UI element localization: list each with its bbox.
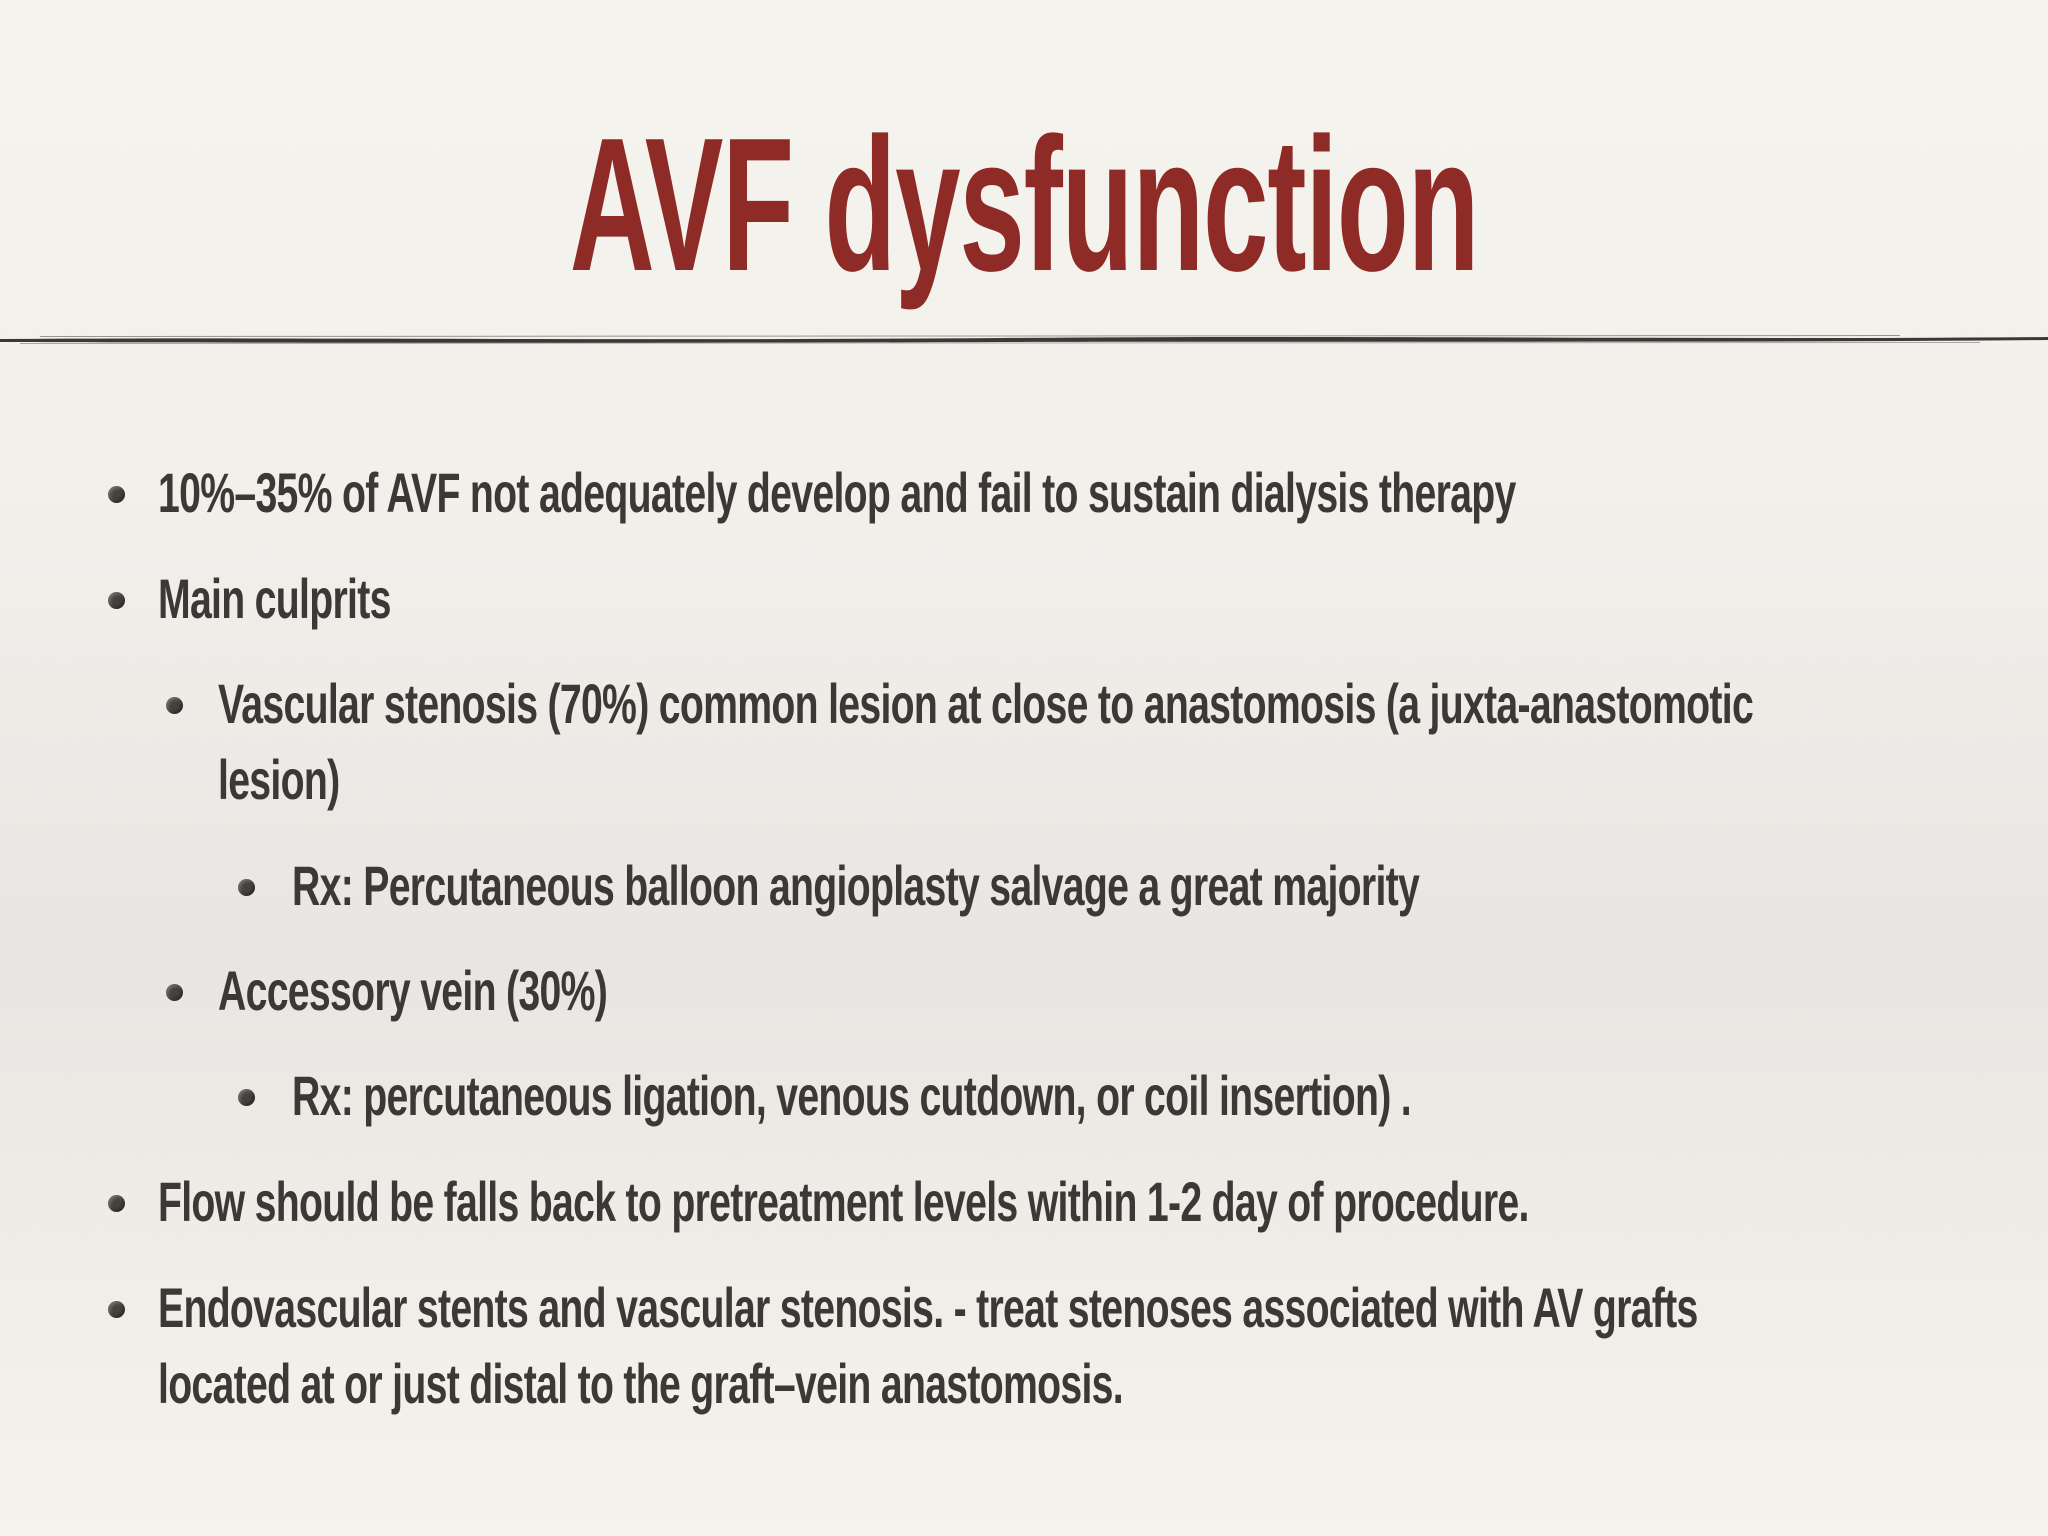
bullet-text: 10%–35% of AVF not adequately develop and fail to sustain dialysis therapy: [158, 461, 1516, 524]
bullet-text: Main culprits: [158, 567, 391, 630]
bullet-text: Rx: percutaneous ligation, venous cutdown, or coil insertion) .: [292, 1064, 1411, 1127]
bullet-text: Vascular stenosis (70%) common lesion at close to anastomosis (a juxta-anastomotic: [218, 672, 1754, 735]
bullet-text: Flow should be falls back to pretreatment levels within 1-2 day of procedure.: [158, 1170, 1529, 1233]
bullet-text: Rx: Percutaneous balloon angioplasty salvage a great majority: [292, 854, 1420, 917]
bullet-text: lesion): [218, 748, 340, 811]
bullet-icon: [166, 984, 183, 1001]
bullet-icon: [238, 1089, 255, 1106]
bullet-text: Endovascular stents and vascular stenosis. - treat stenoses associated with AV grafts: [158, 1276, 1698, 1339]
bullet-icon: [166, 697, 183, 714]
list-item: [218, 666, 2048, 742]
list-item: [158, 1164, 2048, 1240]
bullet-text: located at or just distal to the graft–vein anastomosis.: [158, 1352, 1123, 1415]
list-item: [158, 561, 490, 637]
slide-title: AVF dysfunction: [569, 99, 1479, 311]
list-item-continuation: [158, 1346, 1537, 1422]
list-item: [218, 953, 774, 1029]
bullet-text: Accessory vein (30%): [218, 959, 608, 1022]
list-item: [158, 1270, 2048, 1346]
list-item-continuation: [218, 742, 391, 818]
bullet-icon: [238, 879, 255, 896]
bullet-icon: [108, 486, 125, 503]
list-item: [292, 848, 1902, 924]
bullet-icon: [108, 592, 125, 609]
bullet-icon: [108, 1195, 125, 1212]
bullet-icon: [108, 1301, 125, 1318]
list-item: [292, 1058, 1891, 1134]
list-item: [158, 455, 2048, 531]
